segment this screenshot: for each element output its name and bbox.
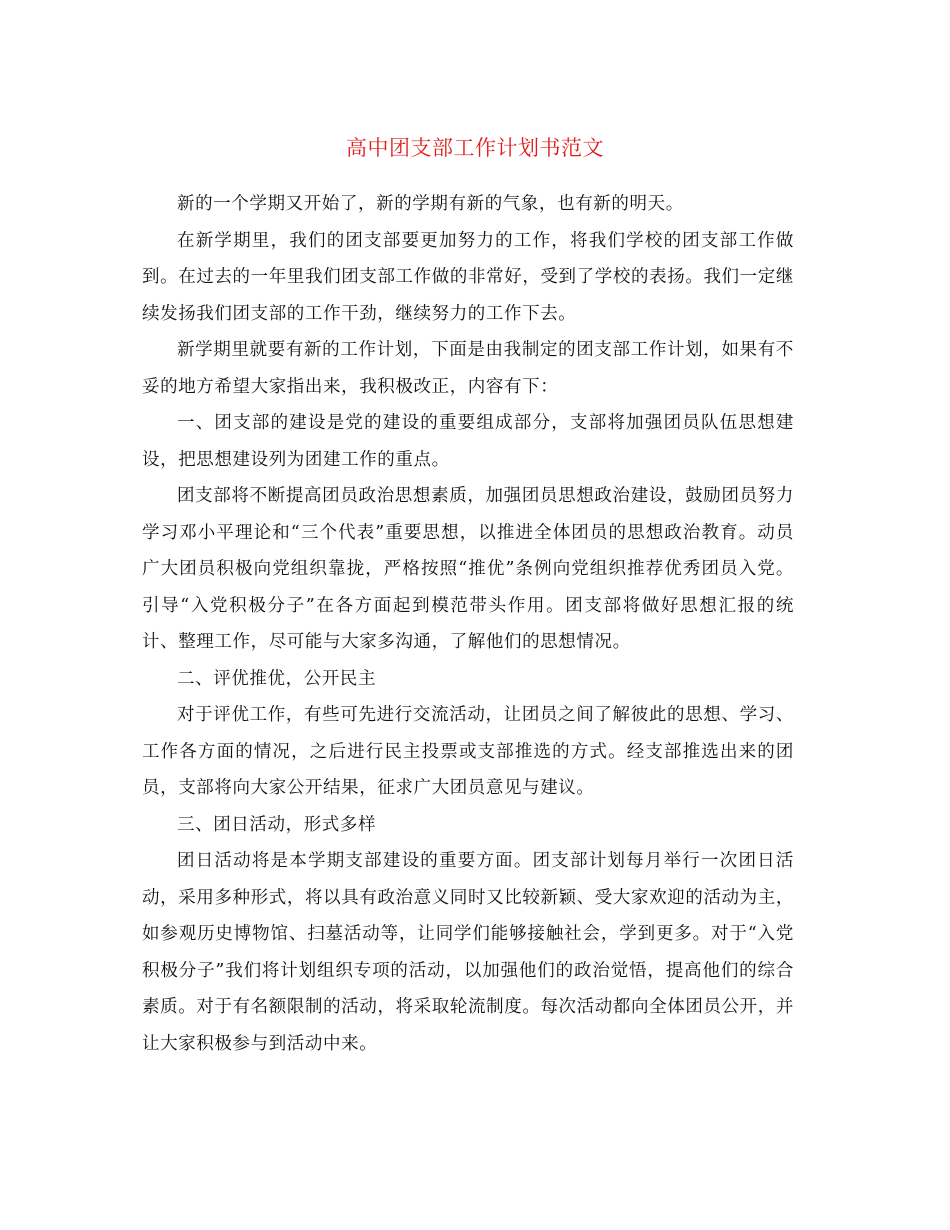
paragraph-section-one: 一、团支部的建设是党的建设的重要组成部分，支部将加强团员队伍思想建设，把思想建设列为团建工作的重点。 — [142, 413, 794, 470]
paragraph-section-two-heading: 二、评优推优，公开民主 — [177, 668, 377, 689]
paragraph-league-day-activities: 团日活动将是本学期支部建设的重要方面。团支部计划每月举行一次团日活动，采用多种形式，将以具有政治意义同时又比较新颖、受大家欢迎的活动为主，如参观历史博物馆、扫墓活动等，让同学们能够接触社会，学到更多。对于“入党积极分子”我们将计划组织专项的活动，以加强他们的政治觉悟，提高他们的综合素质。对于有名额限制的活动，将采取轮流制度。每次活动都向全体团员公开，并让大家积极参与到活动中来。 — [142, 851, 794, 1054]
paragraph-intro: 新的一个学期又开始了，新的学期有新的气象，也有新的明天。 — [177, 194, 684, 214]
paragraph-plan-intro: 新学期里就要有新的工作计划，下面是由我制定的团支部工作计划，如果有不妥的地方希望大家指出来，我积极改正，内容有下： — [142, 340, 794, 397]
paragraph-section-three-heading: 三、团日活动，形式多样 — [177, 814, 377, 835]
paragraph-political-education: 团支部将不断提高团员政治思想素质，加强团员思想政治建设，鼓励团员努力学习邓小平理论和“三个代表”重要思想，以推进全体团员的思想政治教育。动员广大团员积极向党组织靠拢，严格按照“推优”条例向党组织推荐优秀团员入党。引导“入党积极分子”在各方面起到模范带头作用。团支部将做好思想汇报的统计、整理工作，尽可能与大家多沟通，了解他们的思想情况。 — [142, 486, 794, 652]
paragraph-evaluation: 对于评优工作，有些可先进行交流活动，让团员之间了解彼此的思想、学习、工作各方面的情况，之后进行民主投票或支部推选的方式。经支部推选出来的团员，支部将向大家公开结果，征求广大团员意见与建议。 — [142, 705, 794, 798]
document-body — [142, 186, 794, 1062]
paragraph-new-term: 在新学期里，我们的团支部要更加努力的工作，将我们学校的团支部工作做到。在过去的一年里我们团支部工作做的非常好，受到了学校的表扬。我们一定继续发扬我们团支部的工作干劲，继续努力的工作下去。 — [142, 230, 794, 324]
document-title: 高中团支部工作计划书范文 — [346, 136, 604, 160]
